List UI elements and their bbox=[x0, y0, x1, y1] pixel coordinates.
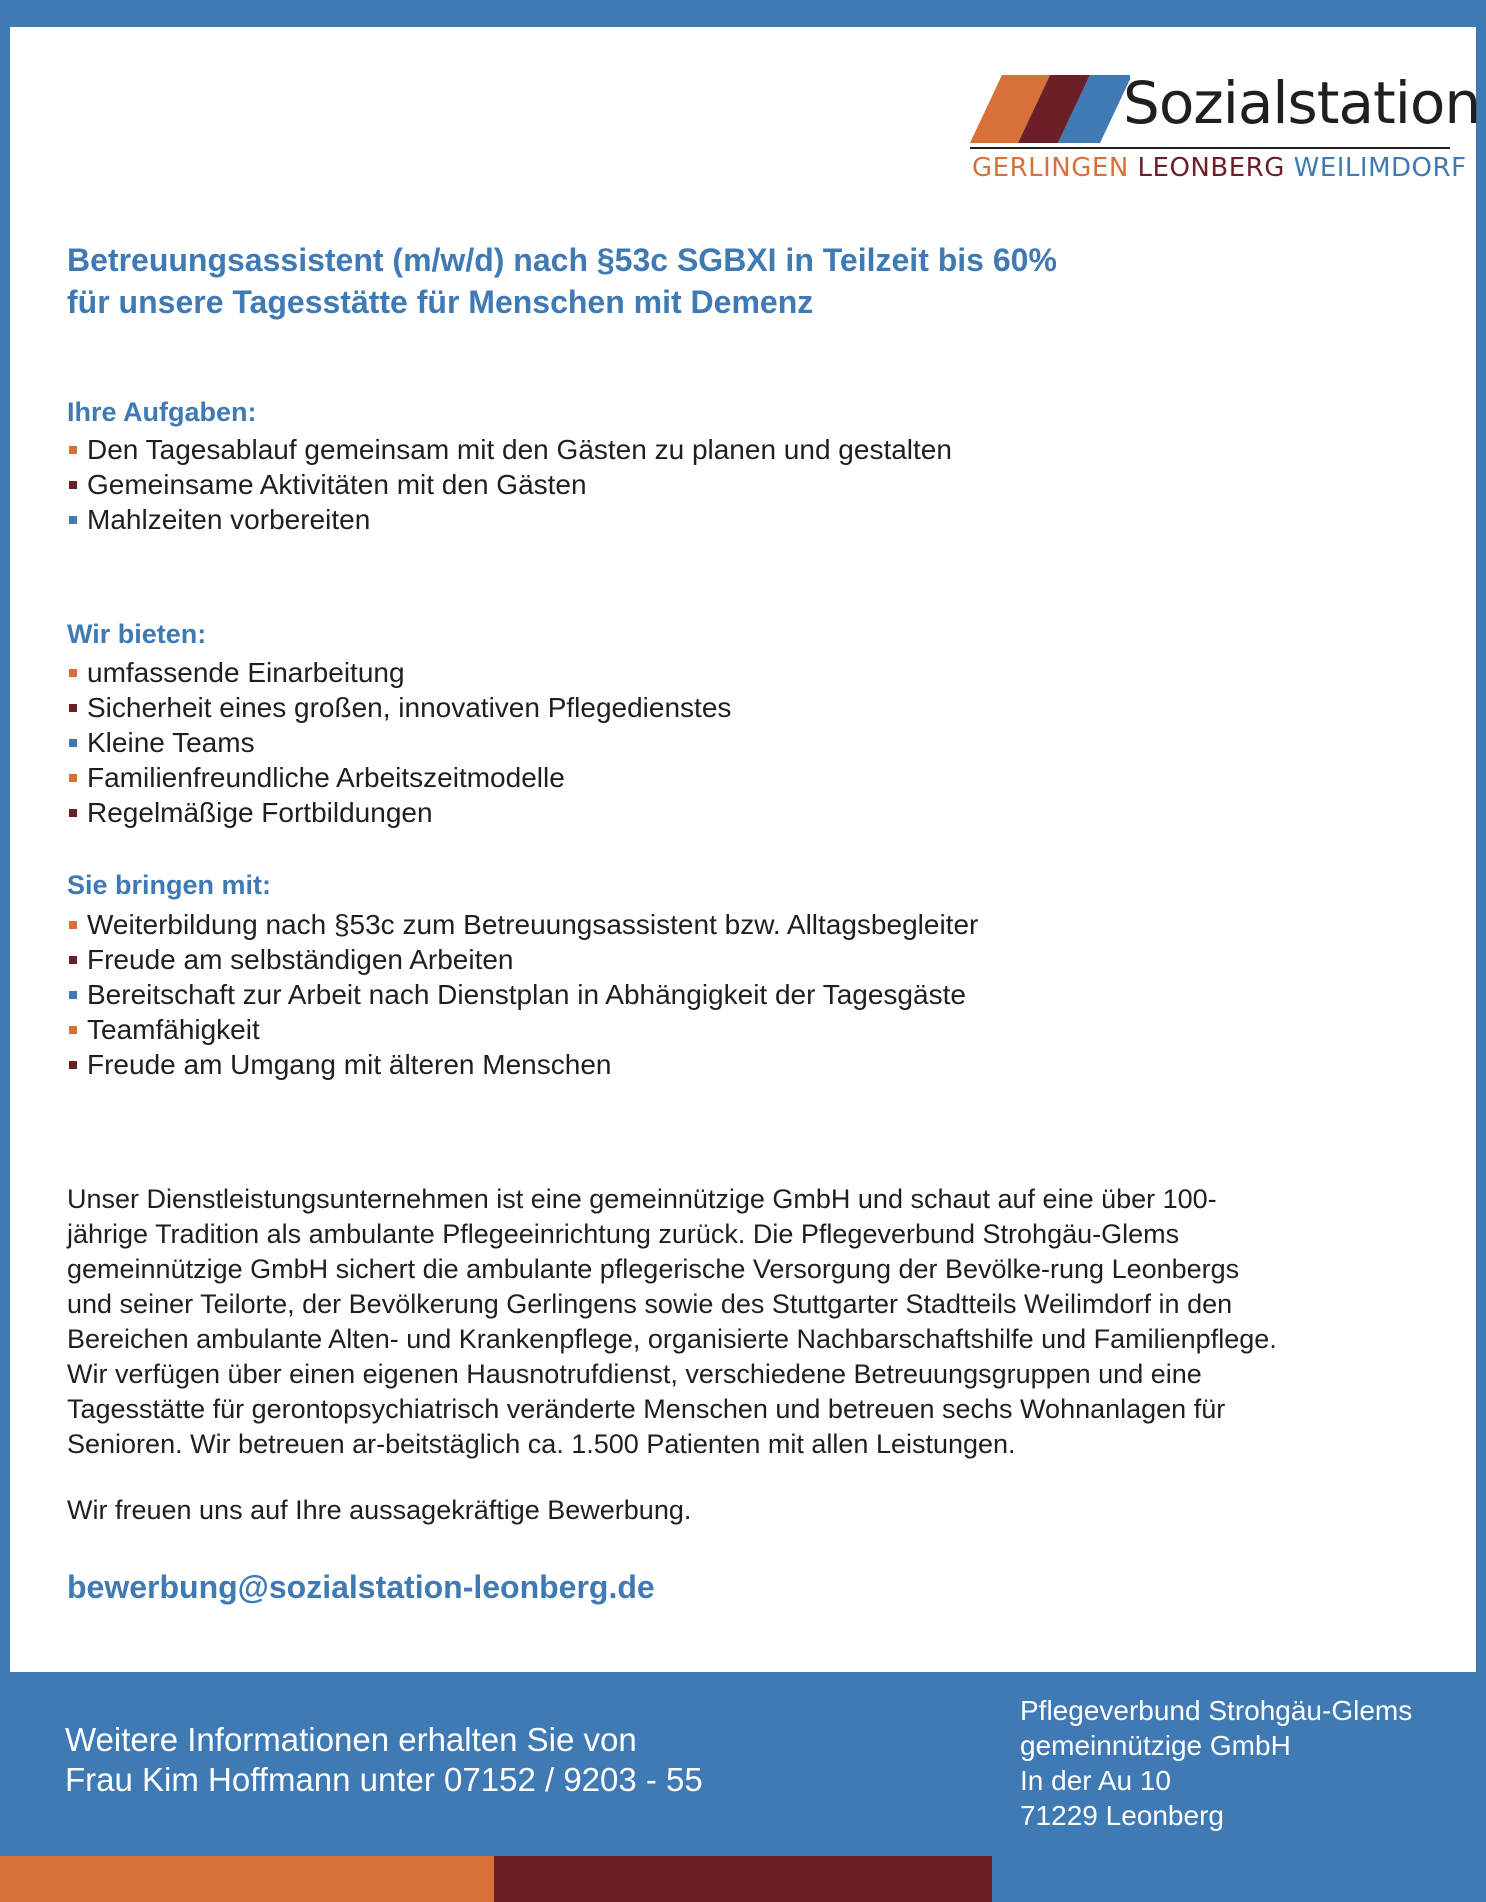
footer-stripe-orange bbox=[0, 1856, 494, 1902]
description-line: Senioren. Wir betreuen ar-beitstäglich ca. 1.500 Patienten mit allen Leistungen. bbox=[67, 1429, 1016, 1459]
list-item: umfassende Einarbeitung bbox=[67, 655, 731, 690]
logo-stripes-icon bbox=[960, 55, 1130, 145]
description-line: Unser Dienstleistungsunternehmen ist eine gemeinnützige GmbH und schaut auf eine über 100- bbox=[67, 1184, 1217, 1214]
footer-stripe-burgundy bbox=[494, 1856, 992, 1902]
list-item: Freude am selbständigen Arbeiten bbox=[67, 942, 978, 977]
job-title-line: Betreuungsassistent (m/w/d) nach §53c SGBXI in Teilzeit bis 60% bbox=[67, 242, 1057, 278]
list-item: Weiterbildung nach §53c zum Betreuungsassistent bzw. Alltagsbegleiter bbox=[67, 907, 978, 942]
bullet-icon bbox=[69, 739, 77, 747]
address-line: In der Au 10 bbox=[1020, 1765, 1172, 1796]
footer-contact-line: Frau Kim Hoffmann unter 07152 / 9203 - 55 bbox=[65, 1761, 703, 1798]
list-item: Regelmäßige Fortbildungen bbox=[67, 795, 731, 830]
city-weilimdorf: WEILIMDORF bbox=[1293, 153, 1467, 183]
list-item: Sicherheit eines großen, innovativen Pflegedienstes bbox=[67, 690, 731, 725]
address-line: gemeinnützige GmbH bbox=[1020, 1730, 1291, 1761]
bullet-icon bbox=[69, 774, 77, 782]
list-aufgaben bbox=[67, 432, 952, 537]
address-line: Pflegeverbund Strohgäu-Glems bbox=[1020, 1695, 1413, 1726]
city-gerlingen: GERLINGEN bbox=[972, 153, 1129, 183]
list-item: Mahlzeiten vorbereiten bbox=[67, 502, 952, 537]
bullet-icon bbox=[69, 481, 77, 489]
footer-contact bbox=[65, 1720, 703, 1800]
description-line: Bereichen ambulante Alten- und Krankenpflege, organisierte Nachbarschaftshilfe und Familienpflege. bbox=[67, 1324, 1277, 1354]
footer-contact-line: Weitere Informationen erhalten Sie von bbox=[65, 1721, 637, 1758]
description-line: gemeinnützige GmbH sichert die ambulante pflegerische Versorgung der Bevölke-rung Leonbergs bbox=[67, 1254, 1240, 1284]
description-line: Wir verfügen über einen eigenen Hausnotrufdienst, verschiedene Betreuungsgruppen und eine bbox=[67, 1359, 1202, 1389]
bullet-icon bbox=[69, 809, 77, 817]
footer-address bbox=[1020, 1693, 1412, 1833]
bullet-icon bbox=[69, 446, 77, 454]
closing-text: Wir freuen uns auf Ihre aussagekräftige Bewerbung. bbox=[67, 1495, 692, 1525]
address-line: 71229 Leonberg bbox=[1020, 1800, 1224, 1831]
section-heading-bieten: Wir bieten: bbox=[67, 619, 207, 649]
description-line: Tagesstätte für gerontopsychiatrisch veränderte Menschen und betreuen sechs Wohnanlagen für bbox=[67, 1394, 1226, 1424]
bullet-icon bbox=[69, 1061, 77, 1069]
logo-cities bbox=[972, 153, 1467, 183]
company-description bbox=[67, 1182, 1467, 1462]
description-line: jährige Tradition als ambulante Pflegeeinrichtung zurück. Die Pflegeverbund Strohgäu-Glems bbox=[67, 1219, 1180, 1249]
bullet-icon bbox=[69, 516, 77, 524]
sozialstation-logo bbox=[960, 55, 1481, 185]
list-item: Teamfähigkeit bbox=[67, 1012, 978, 1047]
list-bieten bbox=[67, 655, 731, 830]
list-item: Freude am Umgang mit älteren Menschen bbox=[67, 1047, 978, 1082]
bullet-icon bbox=[69, 921, 77, 929]
job-title-line: für unsere Tagesstätte für Menschen mit Demenz bbox=[67, 284, 814, 320]
job-title bbox=[67, 239, 1367, 323]
list-item: Bereitschaft zur Arbeit nach Dienstplan in Abhängigkeit der Tagesgäste bbox=[67, 977, 978, 1012]
list-mitbringen bbox=[67, 907, 978, 1082]
section-heading-aufgaben: Ihre Aufgaben: bbox=[67, 397, 257, 427]
bullet-icon bbox=[69, 991, 77, 999]
application-email-link[interactable]: bewerbung@sozialstation-leonberg.de bbox=[67, 1569, 655, 1605]
list-item: Gemeinsame Aktivitäten mit den Gästen bbox=[67, 467, 952, 502]
footer-stripe-blue bbox=[992, 1856, 1486, 1902]
bullet-icon bbox=[69, 956, 77, 964]
logo-wordmark: Sozialstation bbox=[1123, 69, 1481, 137]
bullet-icon bbox=[69, 704, 77, 712]
list-item: Kleine Teams bbox=[67, 725, 731, 760]
list-item: Den Tagesablauf gemeinsam mit den Gästen zu planen und gestalten bbox=[67, 432, 952, 467]
list-item: Familienfreundliche Arbeitszeitmodelle bbox=[67, 760, 731, 795]
city-leonberg: LEONBERG bbox=[1137, 153, 1285, 183]
logo-divider bbox=[970, 147, 1450, 149]
bullet-icon bbox=[69, 669, 77, 677]
section-heading-mitbringen: Sie bringen mit: bbox=[67, 870, 272, 900]
job-ad-page bbox=[10, 27, 1481, 1672]
bullet-icon bbox=[69, 1026, 77, 1034]
description-line: und seiner Teilorte, der Bevölkerung Gerlingens sowie des Stuttgarter Stadtteils Weilimdorf in den bbox=[67, 1289, 1233, 1319]
